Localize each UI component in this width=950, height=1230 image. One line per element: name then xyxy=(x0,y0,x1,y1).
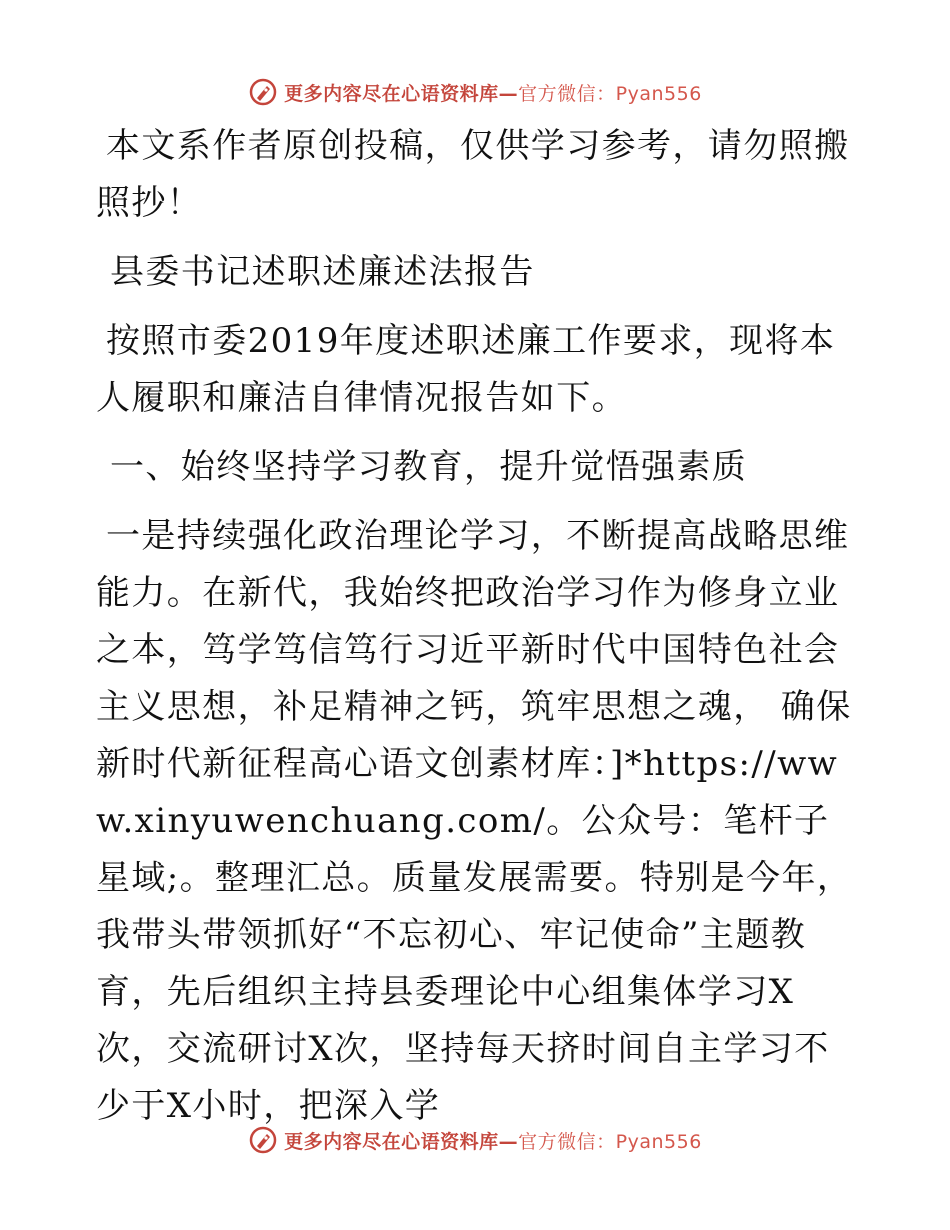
pen-nib-logo-icon xyxy=(248,77,278,107)
document-title: 县委书记述职述廉述法报告 xyxy=(110,252,535,292)
pen-nib-logo-icon xyxy=(248,1125,278,1155)
section-heading: 一、始终坚持学习教育，提升觉悟强素质 xyxy=(110,447,748,487)
watermark-wechat: 官方微信：Pyan556 xyxy=(518,82,702,105)
document-body xyxy=(96,118,856,1135)
watermark-wechat: 官方微信：Pyan556 xyxy=(518,1130,702,1153)
intro-paragraph: 按照市委2019年度述职述廉工作要求，现将本人履职和廉洁自律情况报告如下。 xyxy=(96,321,836,418)
watermark-text: 更多内容尽在心语资料库—官方微信：Pyan556 xyxy=(284,1130,702,1153)
body-paragraph: 一是持续强化政治理论学习，不断提高战略思维能力。在新代，我始终把政治学习作为修身立业之本，笃学笃信笃行习近平新时代中国特色社会主义思想，补足精神之钙，筑牢思想之魂， 确保新时代新征程高心语文创素材库：]*https://www.xinyuwenchuang.com/。公众号：笔杆子星域;。整理汇总。质量发展需要。特别是今年，我带头带领抓好“不忘初心、牢记使命”主题教育，先后组织主持县委理论中心组集体学习X次，交流研讨X次，坚持每天挤时间自主学习不少于X小时，把深入学 xyxy=(96,516,853,1126)
watermark-text: 更多内容尽在心语资料库—官方微信：Pyan556 xyxy=(284,82,702,105)
footer-watermark xyxy=(0,1120,950,1160)
copyright-notice: 本文系作者原创投稿，仅供学习参考，请勿照搬照抄！ xyxy=(96,126,850,223)
header-watermark xyxy=(0,72,950,112)
